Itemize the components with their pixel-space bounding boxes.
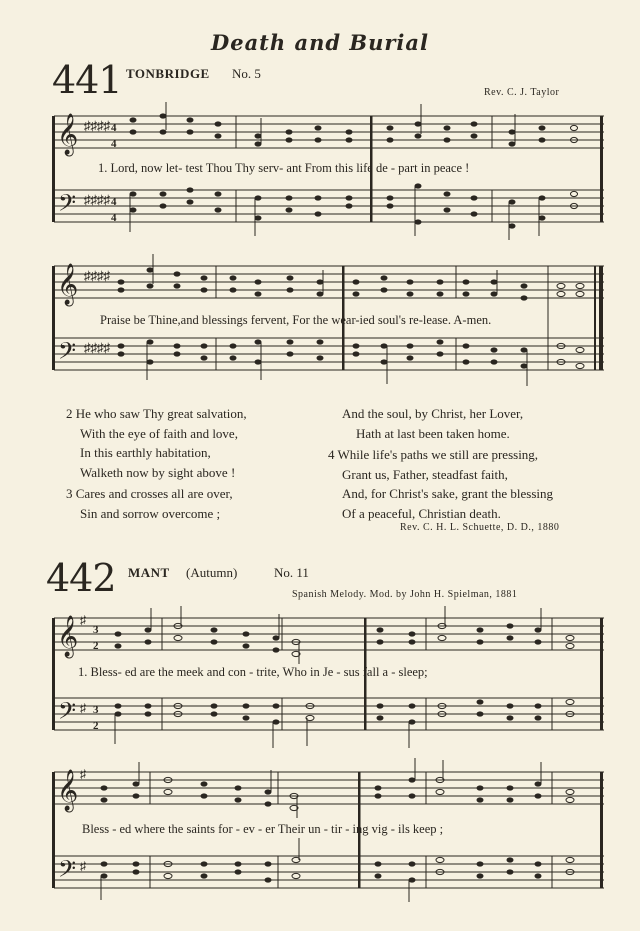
svg-text:♯: ♯	[80, 767, 86, 781]
verse-line: 4 While life's paths we still are pressing,	[328, 447, 539, 462]
verse-block	[342, 404, 523, 443]
svg-text:♯♯♯♯: ♯♯♯♯	[84, 268, 110, 283]
svg-text:4: 4	[111, 196, 117, 208]
hymn-number: 442	[46, 556, 116, 600]
svg-text:𝄢: 𝄢	[58, 189, 77, 222]
svg-text:3: 3	[93, 704, 99, 716]
svg-text:4: 4	[111, 138, 117, 150]
lyric-line: 1. Bless- ed are the meek and con - trite, Who in Je - sus fall a - sleep;	[78, 665, 428, 679]
svg-text:2: 2	[93, 640, 99, 652]
svg-text:𝄢: 𝄢	[58, 855, 77, 888]
verse-line: Of a peaceful, Christian death.	[342, 505, 501, 521]
lyric-line: Bless - ed where the saints for - ev - er Their un - tir - ing vig - ils keep ;	[82, 822, 444, 836]
svg-text:𝄢: 𝄢	[58, 697, 77, 730]
verse-block	[328, 445, 553, 523]
lyric-line: Praise be Thine,and blessings fervent, For the wear-ied soul's re-lease. A-men.	[100, 313, 492, 327]
svg-text:𝄢: 𝄢	[58, 337, 77, 370]
tune-name: TONBRIDGE	[126, 66, 210, 81]
verse-line: Walketh now by sight above !	[80, 464, 236, 480]
svg-text:𝄞: 𝄞	[57, 616, 79, 657]
composer-credit: Spanish Melody. Mod. by John H. Spielman, 1881	[292, 589, 518, 600]
verse-line: And the soul, by Christ, her Lover,	[342, 406, 524, 421]
verse-line: Sin and sorrow overcome ;	[80, 505, 221, 521]
svg-text:𝄞: 𝄞	[57, 770, 79, 811]
treble-staff	[54, 772, 604, 804]
meter-label: No. 11	[274, 565, 309, 580]
verse-block	[66, 404, 247, 482]
verse-line: 3 Cares and crosses all are over,	[66, 486, 233, 501]
hymn-number: 441	[52, 58, 122, 102]
svg-text:♯: ♯	[80, 701, 86, 715]
svg-text:4: 4	[111, 212, 117, 224]
svg-text:♯♯♯♯: ♯♯♯♯	[84, 192, 110, 207]
lyric-line: 1. Lord, now let- test Thou Thy serv- ant From this life de - part in peace !	[98, 161, 470, 175]
verse-line: With the eye of faith and love,	[80, 425, 238, 441]
composer-credit: Rev. C. J. Taylor	[484, 87, 560, 98]
treble-staff	[54, 266, 604, 298]
verse-block	[66, 484, 233, 523]
svg-text:♯♯♯♯: ♯♯♯♯	[84, 340, 110, 355]
svg-text:4: 4	[111, 122, 117, 134]
bass-staff	[54, 698, 604, 730]
svg-text:3: 3	[93, 624, 99, 636]
treble-staff	[54, 618, 604, 650]
tune-name: MANT	[128, 565, 170, 580]
text-attribution: Rev. C. H. L. Schuette, D. D., 1880	[400, 522, 560, 533]
svg-text:2: 2	[93, 720, 99, 732]
verse-line: Grant us, Father, steadfast faith,	[342, 466, 508, 482]
svg-text:𝄞: 𝄞	[57, 264, 79, 305]
svg-text:♯: ♯	[80, 613, 86, 627]
tune-subtitle: (Autumn)	[186, 565, 238, 580]
section-title: Death and Burial	[211, 30, 429, 55]
verse-line: And, for Christ's sake, grant the blessing	[342, 486, 554, 501]
svg-text:♯: ♯	[80, 859, 86, 873]
verse-line: Hath at last been taken home.	[356, 425, 510, 441]
svg-text:𝄞: 𝄞	[57, 114, 79, 155]
svg-text:♯♯♯♯: ♯♯♯♯	[84, 118, 110, 133]
verse-line: In this earthly habitation,	[80, 445, 211, 460]
meter-label: No. 5	[232, 66, 261, 81]
verse-line: 2 He who saw Thy great salvation,	[66, 406, 247, 421]
bass-staff	[54, 190, 604, 222]
